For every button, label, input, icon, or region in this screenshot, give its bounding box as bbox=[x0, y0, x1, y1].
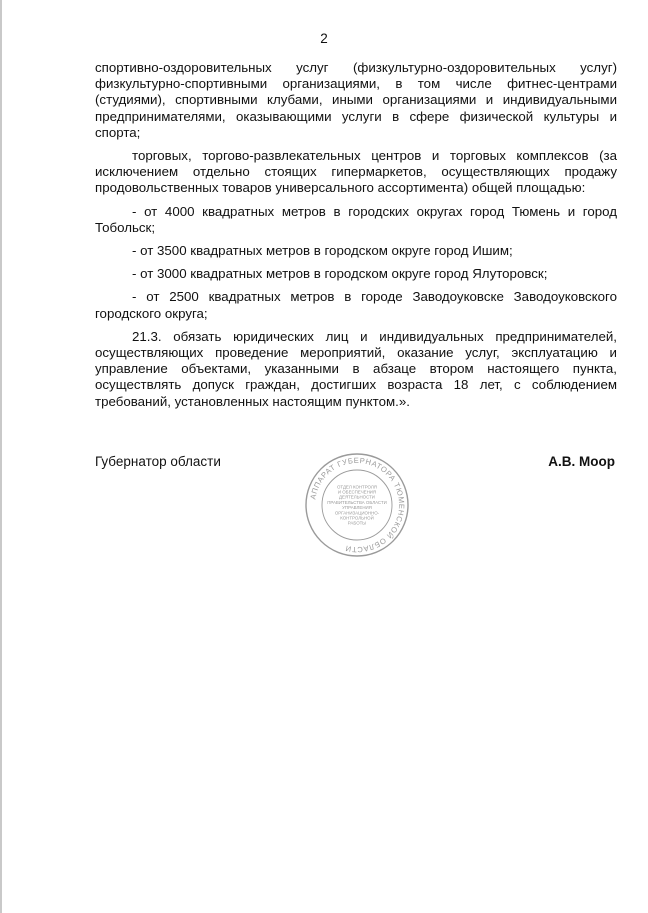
seal-center-line: РАБОТЫ bbox=[347, 520, 367, 526]
seal-center-line: ДЕЯТЕЛЬНОСТИ bbox=[339, 494, 375, 500]
paragraph: торговых, торгово-развлекательных центров и торговых комплексов (за исключением отдельно стоящих гипермаркетов, осуществляющих продажу продовольственных товаров универсального ассортимента) общей площадью: bbox=[95, 148, 617, 196]
seal-center-line: ОТДЕЛ КОНТРОЛЯ bbox=[337, 484, 377, 490]
signer-title: Губернатор области bbox=[95, 454, 221, 469]
seal-center-line: ПРАВИТЕЛЬСТВА ОБЛАСТИ bbox=[327, 499, 387, 505]
seal-center-line: КОНТРОЛЬНОЙ bbox=[340, 515, 374, 521]
paragraph: 21.3. обязать юридических лиц и индивидуальных предпринимателей, осуществляющих проведение мероприятий, оказание услуг, эксплуатацию и управление объектами, указанными в абзаце втором настоящего пункта, осуществлять допуск граждан, достигших возраста 18 лет, с соблюдением требований, установленных настоящим пунктом.». bbox=[95, 328, 617, 409]
seal-center-line: И ОБЕСПЕЧЕНИЯ bbox=[337, 489, 377, 495]
seal-ring-text: АППАРАТ ГУБЕРНАТОРА ТЮМЕНСКОЙ ОБЛАСТИ bbox=[308, 455, 407, 555]
list-item: - от 4000 квадратных метров в городских округах город Тюмень и город Тобольск; bbox=[95, 203, 617, 235]
list-item: - от 3000 квадратных метров в городском округе город Ялуторовск; bbox=[132, 266, 548, 282]
page-edge-rule bbox=[0, 0, 2, 913]
page-number: 2 bbox=[320, 31, 328, 46]
list-item: - от 3500 квадратных метров в городском округе город Ишим; bbox=[132, 243, 513, 259]
paragraph: спортивно-оздоровительных услуг (физкультурно-оздоровительных услуг) физкультурно-спортивными организациями, в том числе фитнес-центрами (студиями), спортивными клубами, иными организациями и индивидуальными предпринимателями, оказывающими услуги в сфере физической культуры и спорта; bbox=[95, 60, 617, 140]
document-body bbox=[95, 60, 617, 417]
list-item: - от 2500 квадратных метров в городе Заводоуковске Заводоуковского городского округа; bbox=[95, 289, 617, 321]
official-seal bbox=[304, 452, 410, 558]
seal-center-line: УПРАВЛЕНИЯ bbox=[342, 505, 372, 511]
signer-name: А.В. Моор bbox=[548, 454, 615, 469]
seal-center-line: ОРГАНИЗАЦИОННО- bbox=[334, 510, 380, 516]
